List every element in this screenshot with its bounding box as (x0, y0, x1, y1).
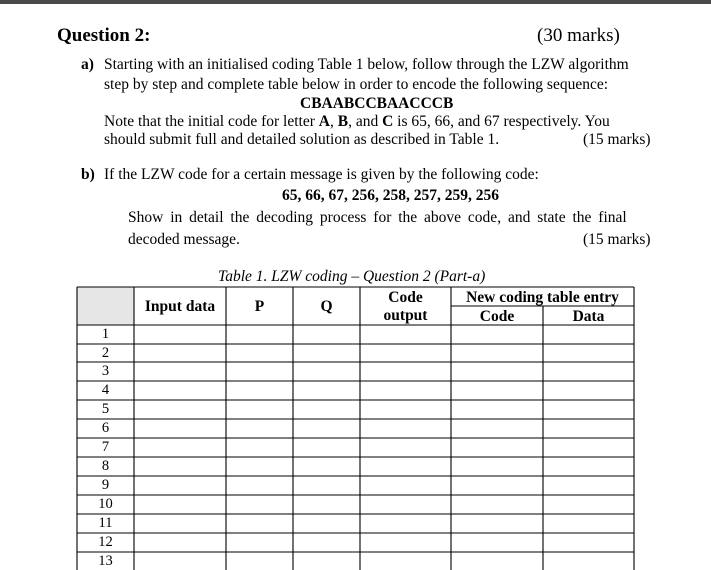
row-number: 8 (101, 458, 110, 474)
header-q: Q (320, 298, 333, 315)
row-number: 11 (98, 515, 113, 531)
header-entry-code: Code (479, 308, 515, 325)
header-new-entry: New coding table entry (466, 289, 619, 306)
row-number: 12 (98, 534, 113, 550)
row-number: 2 (101, 345, 110, 361)
row-number: 7 (101, 439, 110, 455)
row-number: 5 (101, 401, 110, 417)
table-caption: Table 1. LZW coding – Question 2 (Part-a) (218, 268, 486, 285)
row-number: 13 (98, 553, 113, 569)
table-lines (77, 287, 634, 570)
question-marks: (30 marks) (537, 25, 620, 46)
part-a-note-line-2: should submit full and detailed solution as described in Table 1. (104, 131, 500, 148)
part-a-line-1: Starting with an initialised coding Table 1 below, follow through the LZW algorithm (104, 56, 629, 73)
part-a-note-line-1: Note that the initial code for letter A, B, and C is 65, 66, and 67 respectively. You (104, 113, 610, 130)
question-title: Question 2: (57, 25, 151, 46)
row-number: 9 (101, 477, 110, 493)
row-number: 3 (101, 363, 110, 379)
part-b-line-1: If the LZW code for a certain message is given by the following code: (104, 166, 539, 183)
row-number: 10 (98, 496, 113, 512)
row-number: 4 (101, 382, 110, 398)
part-a-label: a) (81, 56, 94, 73)
part-b-code: 65, 66, 67, 256, 258, 257, 259, 256 (282, 187, 499, 204)
part-a-marks: (15 marks) (583, 131, 651, 148)
header-entry-data: Data (572, 308, 605, 325)
header-code-output-1: Code (388, 289, 423, 306)
header-shading (77, 287, 134, 325)
part-b-label: b) (81, 166, 95, 183)
part-b-marks: (15 marks) (583, 231, 651, 248)
header-p: P (254, 298, 265, 315)
part-a-sequence: CBAABCCBAACCCB (300, 95, 454, 112)
part-b-line-3: decoded message. (128, 231, 240, 248)
row-number: 6 (101, 420, 110, 436)
row-number: 1 (101, 326, 110, 342)
header-code-output-2: output (383, 307, 428, 324)
part-a-line-2: step by step and complete table below in order to encode the following sequence: (104, 76, 609, 93)
header-input-data: Input data (144, 298, 216, 315)
part-b-line-2: Show in detail the decoding process for the above code, and state the final (128, 209, 627, 226)
